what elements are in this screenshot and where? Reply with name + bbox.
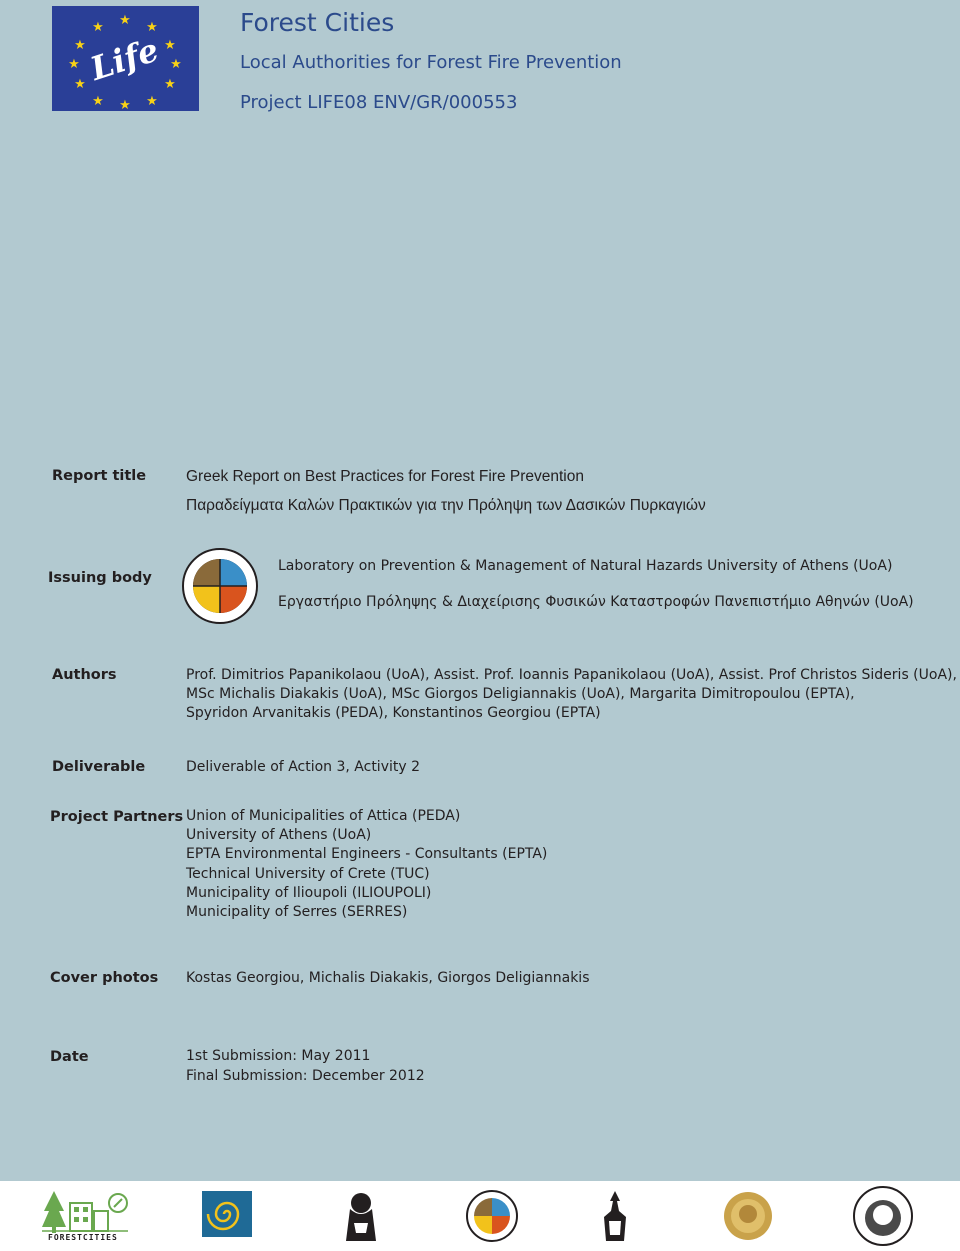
epta-logo [340, 1189, 382, 1243]
cover-photos-label: Cover photos [50, 970, 159, 986]
svg-text:★: ★ [74, 77, 86, 92]
uoa-seal-logo [182, 548, 258, 624]
svg-text:★: ★ [146, 94, 158, 109]
svg-text:★: ★ [92, 20, 104, 35]
svg-text:★: ★ [68, 57, 80, 72]
cover-photos-value: Kostas Georgiou, Michalis Diakakis, Giorgos Deligiannakis [186, 970, 590, 986]
partner-item: EPTA Environmental Engineers - Consultants (EPTA) [186, 846, 548, 862]
eu-stars-icon [52, 6, 199, 111]
authors-line: MSc Michalis Diakakis (UoA), MSc Giorgos Deligiannakis (UoA), Margarita Dimitropoulou (EPTA), [186, 686, 855, 702]
report-title-el: Παραδείγματα Καλών Πρακτικών για την Πρόληψη των Δασικών Πυρκαγιών [186, 497, 706, 514]
date-label: Date [50, 1049, 89, 1065]
partner-item: Municipality of Serres (SERRES) [186, 904, 408, 920]
date-line: 1st Submission: May 2011 [186, 1048, 371, 1064]
partners-label: Project Partners [50, 809, 184, 825]
peda-logo [202, 1191, 252, 1237]
svg-text:★: ★ [146, 20, 158, 35]
svg-text:★: ★ [164, 77, 176, 92]
report-title-label: Report title [52, 468, 147, 484]
svg-text:★: ★ [170, 57, 182, 72]
svg-text:★: ★ [119, 13, 131, 28]
forest-cities-logo [40, 1189, 130, 1243]
report-title-en: Greek Report on Best Practices for Forest Fire Prevention [186, 468, 584, 485]
forest-cities-logo-text: FORESTCITIES [48, 1233, 118, 1242]
page-title: Forest Cities [240, 8, 395, 37]
svg-text:★: ★ [92, 94, 104, 109]
svg-text:Life: Life [85, 30, 164, 88]
svg-text:★: ★ [119, 98, 131, 111]
partner-item: Union of Municipalities of Attica (PEDA) [186, 808, 461, 824]
serres-logo [852, 1185, 914, 1247]
tuc-logo [598, 1189, 632, 1243]
page-subtitle: Local Authorities for Forest Fire Prevention [240, 52, 622, 73]
authors-label: Authors [52, 667, 117, 683]
authors-line: Prof. Dimitrios Papanikolaou (UoA), Assist. Prof. Ioannis Papanikolaou (UoA), Assist. Prof Christos Sideris (UoA), [186, 667, 957, 683]
authors-line: Spyridon Arvanitakis (PEDA), Konstantinos Georgiou (EPTA) [186, 705, 601, 721]
deliverable-label: Deliverable [52, 759, 146, 775]
issuing-body-en: Laboratory on Prevention & Management of Natural Hazards University of Athens (UoA) [278, 558, 893, 574]
deliverable-value: Deliverable of Action 3, Activity 2 [186, 759, 421, 775]
partner-item: Municipality of Ilioupoli (ILIOUPOLI) [186, 885, 432, 901]
issuing-body-label: Issuing body [48, 570, 152, 586]
project-code: Project LIFE08 ENV/GR/000553 [240, 92, 518, 113]
svg-text:★: ★ [74, 38, 86, 53]
issuing-body-el: Εργαστήριο Πρόληψης & Διαχείρισης Φυσικών Καταστροφών Πανεπιστήμιο Αθηνών (UoA) [278, 594, 914, 610]
life-eu-logo [52, 6, 199, 111]
svg-text:★: ★ [164, 38, 176, 53]
uoa-lab-logo [463, 1189, 521, 1243]
partner-item: University of Athens (UoA) [186, 827, 372, 843]
partner-item: Technical University of Crete (TUC) [186, 866, 430, 882]
date-line: Final Submission: December 2012 [186, 1068, 425, 1084]
ilioupoli-logo [723, 1187, 773, 1245]
partner-logos-footer [0, 1181, 960, 1251]
